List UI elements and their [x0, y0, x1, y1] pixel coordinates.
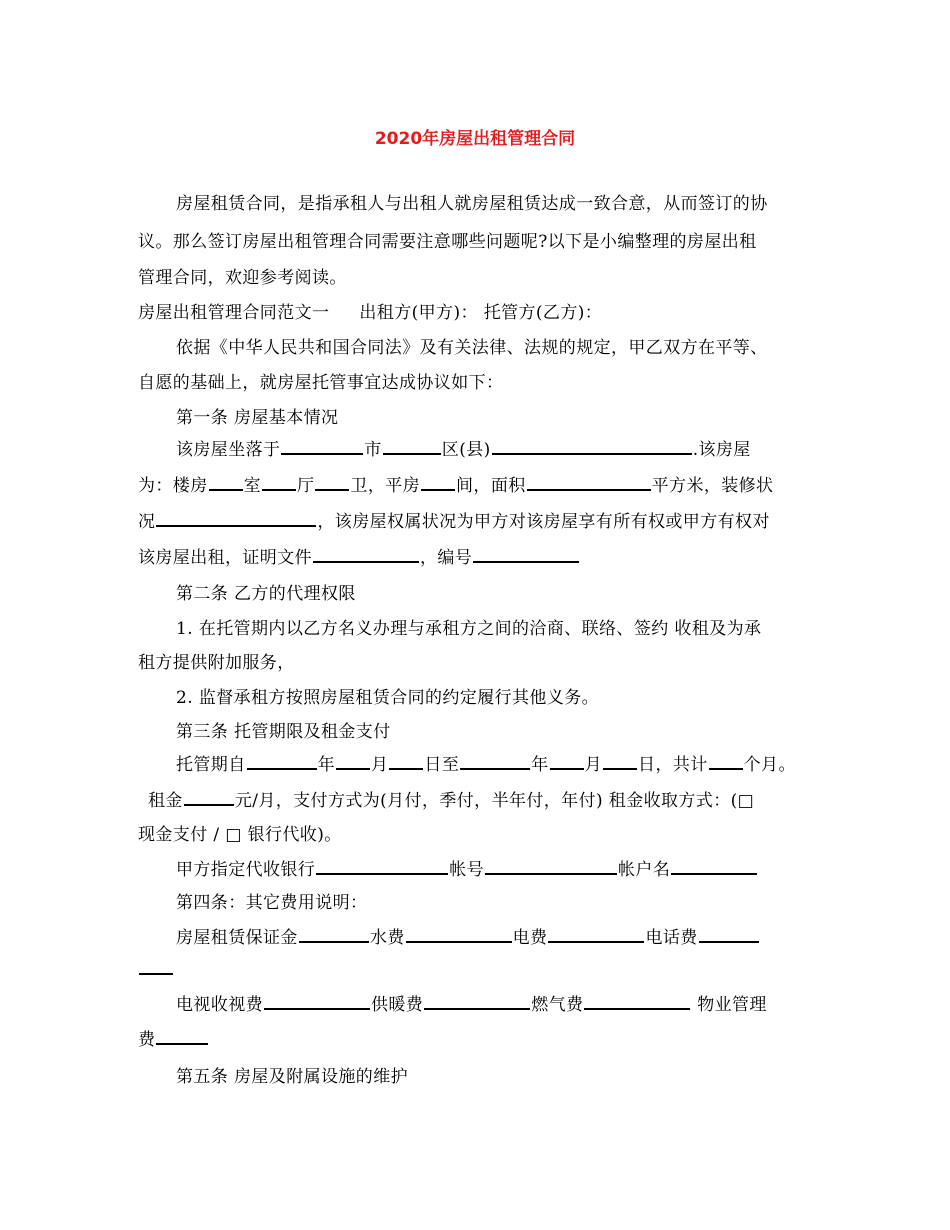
text: 电视收视费	[176, 995, 263, 1015]
article-4-fees-line-2	[176, 995, 767, 1015]
text: 托管期自	[176, 755, 246, 775]
blank-deposit[interactable]	[299, 941, 369, 943]
text: .该房屋	[692, 440, 751, 460]
intro-line-2: 议。那么签订房屋出租管理合同需要注意哪些问题呢?以下是小编整理的房屋出租	[138, 232, 757, 252]
article-1-line-1	[176, 440, 751, 460]
blank-account-name[interactable]	[671, 873, 757, 875]
blank-heating[interactable]	[424, 1008, 530, 1010]
blank-months[interactable]	[709, 768, 743, 770]
article-3-payment-line: 现金支付 / □ 银行代收)。	[138, 825, 342, 845]
blank-city[interactable]	[281, 453, 363, 455]
blank-electricity[interactable]	[548, 941, 644, 943]
text: 帐户名	[618, 860, 671, 880]
text: 该房屋坐落于	[176, 440, 281, 460]
text: ，编号	[420, 548, 473, 568]
article-4-fees-line-3	[138, 1030, 209, 1050]
blank-rent[interactable]	[184, 804, 234, 806]
article-3-term-line	[176, 755, 796, 775]
article-4-fees-line-1	[176, 928, 760, 948]
text: 卫，平房	[350, 476, 421, 496]
text: 费	[138, 1030, 156, 1050]
article-4-fees-line-1-cont	[138, 960, 174, 980]
text: 元/月，支付方式为(月付，季付，半年付，年付) 租金收取方式：(□	[234, 791, 755, 811]
text: 月	[584, 755, 603, 775]
article-1-line-2	[138, 476, 773, 496]
text: 况	[138, 512, 156, 532]
blank-rooms[interactable]	[209, 489, 243, 491]
blank-phone[interactable]	[699, 941, 759, 943]
text: 平方米，装修状	[651, 476, 774, 496]
document-title: 2020年房屋出租管理合同	[374, 129, 576, 149]
intro-line-3: 管理合同，欢迎参考阅读。	[138, 268, 347, 288]
text: 年	[317, 755, 336, 775]
text: 日，共计	[638, 755, 708, 775]
blank-address[interactable]	[492, 453, 692, 455]
text: 租金	[148, 791, 183, 811]
text: 甲方指定代收银行	[176, 860, 316, 880]
article-1-line-3	[138, 512, 770, 532]
blank-decoration[interactable]	[156, 525, 316, 527]
text: 个月。	[743, 755, 796, 775]
article-4-title: 第四条：其它费用说明：	[176, 893, 368, 913]
blank-area[interactable]	[527, 489, 651, 491]
blank-gas[interactable]	[584, 1008, 690, 1010]
article-2-item-2: 2. 监督承租方按照房屋租赁合同的约定履行其他义务。	[176, 688, 600, 708]
text: 燃气费	[531, 995, 584, 1015]
article-3-title: 第三条 托管期限及租金支付	[176, 722, 391, 742]
blank-start-day[interactable]	[389, 768, 423, 770]
article-2-title: 第二条 乙方的代理权限	[176, 584, 356, 604]
text: 物业管理	[691, 995, 767, 1015]
blank-bank[interactable]	[316, 873, 448, 875]
intro-line-1: 房屋租赁合同，是指承租人与出租人就房屋租赁达成一致合意，从而签订的协	[176, 194, 768, 214]
article-2-item-1: 1. 在托管期内以乙方名义办理与承租方之间的洽商、联络、签约 收租及为承	[176, 619, 762, 639]
blank-number[interactable]	[473, 561, 579, 563]
article-1-line-4	[138, 548, 580, 568]
article-5-title: 第五条 房屋及附属设施的维护	[176, 1067, 409, 1087]
article-2-item-1-cont: 租方提供附加服务，	[138, 653, 295, 673]
blank-phone-cont[interactable]	[139, 973, 173, 975]
blank-start-month[interactable]	[336, 768, 370, 770]
blank-baths[interactable]	[315, 489, 349, 491]
blank-start-year[interactable]	[247, 768, 317, 770]
article-3-rent-line	[148, 791, 754, 811]
blank-halls[interactable]	[262, 489, 296, 491]
text: 年	[531, 755, 549, 775]
blank-property-fee[interactable]	[156, 1043, 208, 1045]
text: 电费	[512, 928, 548, 948]
text: 为：楼房	[138, 476, 208, 496]
text: 该房屋出租，证明文件	[138, 548, 312, 568]
text: ，该房屋权属状况为甲方对该房屋享有所有权或甲方有权对	[317, 512, 770, 532]
text: 日至	[424, 755, 460, 775]
contract-heading-line	[138, 303, 602, 323]
blank-water[interactable]	[406, 941, 512, 943]
text: 房屋租赁保证金	[176, 928, 298, 948]
text: 供暖费	[371, 995, 424, 1015]
text: 月	[371, 755, 389, 775]
text: 区(县)	[441, 440, 491, 460]
sample-heading: 房屋出租管理合同范文一	[138, 303, 330, 323]
blank-end-year[interactable]	[460, 768, 530, 770]
text: 厅	[297, 476, 315, 496]
blank-district[interactable]	[383, 453, 441, 455]
blank-account[interactable]	[485, 873, 617, 875]
lessor-label: 出租方(甲方)：	[359, 303, 478, 323]
text: 帐号	[449, 860, 485, 880]
text: 间，面积	[456, 476, 526, 496]
blank-certificate[interactable]	[313, 561, 419, 563]
blank-bungalow-rooms[interactable]	[421, 489, 455, 491]
blank-end-day[interactable]	[603, 768, 637, 770]
text: 市	[364, 440, 382, 460]
basis-line-1: 依据《中华人民共和国合同法》及有关法律、法规的规定，甲乙双方在平等、	[176, 338, 768, 358]
basis-line-2: 自愿的基础上，就房屋托管事宜达成协议如下：	[138, 373, 504, 393]
article-3-bank-line	[176, 860, 758, 880]
blank-tv[interactable]	[264, 1008, 370, 1010]
blank-end-month[interactable]	[550, 768, 584, 770]
custodian-label: 托管方(乙方)：	[483, 303, 603, 323]
text: 电话费	[645, 928, 698, 948]
text: 水费	[369, 928, 405, 948]
article-1-title: 第一条 房屋基本情况	[176, 408, 339, 428]
text: 室	[243, 476, 262, 496]
